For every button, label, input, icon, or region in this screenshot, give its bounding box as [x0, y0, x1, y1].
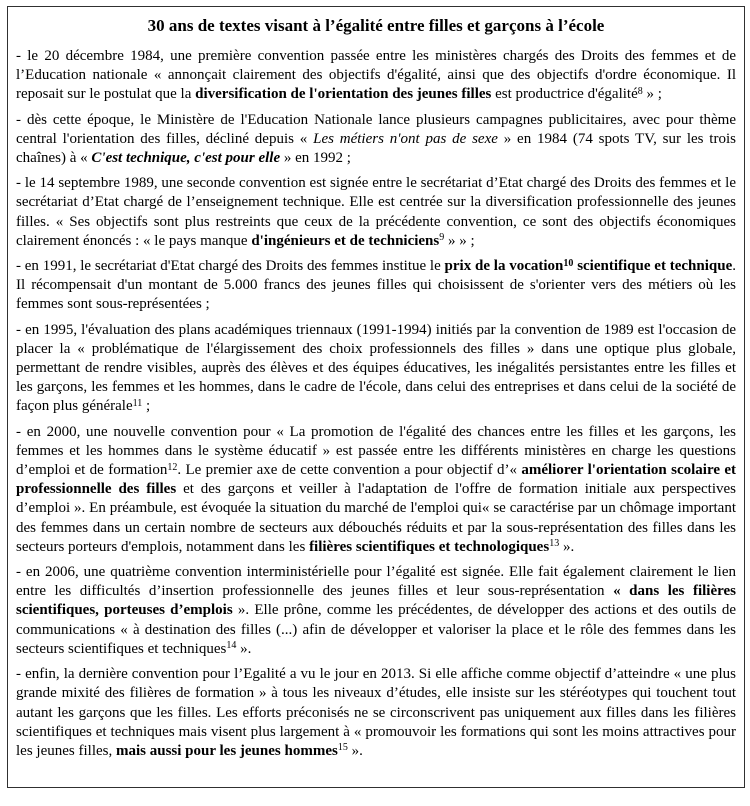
footnote-marker: 12 — [167, 461, 178, 473]
footnote-marker: 10 — [563, 257, 574, 269]
footnote-marker: 14 — [226, 640, 237, 652]
text-segment: » ; — [642, 86, 662, 103]
text-segment: Les métiers n'ont pas de sexe — [313, 130, 498, 147]
text-segment: » » ; — [444, 232, 475, 249]
text-segment: prix de la vocation — [444, 258, 564, 275]
paragraph-1989-convention — [16, 174, 736, 251]
text-segment: - dès cette époque, le Ministère de l'Education Nationale lance plusieurs campagnes publicitaires, avec pour thème central l'orientation des filles, décliné depuis « — [16, 111, 736, 147]
text-segment: et des garçons et veiller à l'adaptation de l'offre de formation initiale aux perspectives d’emploi ». En préambule, est évoquée la situation du marché de l'emploi qui« se caractérise par un chômage important des femmes dans un certain nombre de secteurs aux débouchés réduits et par la sous-représentation des filles dans les secteurs porteurs d'emplois, notamment dans les — [16, 481, 737, 555]
text-segment: scientifique et technique — [573, 258, 733, 275]
footnote-marker: 8 — [637, 85, 643, 97]
paragraph-2006-convention — [16, 563, 736, 659]
text-segment: diversification de l'orientation des jeunes filles — [195, 86, 492, 103]
text-segment: - le 20 décembre 1984, une première convention passée entre les ministères chargés des Droits des femmes et de l’Education nationale « annonçait clairement des objectifs d'égalité, ainsi que des objectifs d'ordre économique. Il reposait sur le postulat que la — [16, 48, 736, 103]
paragraph-2000-convention — [16, 423, 736, 557]
text-segment: - enfin, la dernière convention pour l’Egalité a vu le jour en 2013. Si elle affiche comme objectif d’atteindre « une plus grande mixité des filières de formation » à tous les niveaux d’études, elle insiste sur les stéréotypes qui touchent tout autant les garçons que les filles. Les efforts préconisés ne se circonscrivent pas uniquement aux filles dans les filières scientifiques et techniques mais visent plus largement à « promouvoir les formations qui sont les moins attractives pour les jeunes filles, — [16, 666, 736, 759]
text-segment: » en 1992 ; — [280, 150, 351, 167]
text-segment: - en 2006, une quatrième convention interministérielle pour l’égalité est signée. Elle fait également clairement le lien entre les difficultés d’insertion professionnelle des jeunes filles et leur sous-représentation — [16, 564, 736, 600]
text-segment: mais aussi pour les jeunes hommes — [115, 742, 338, 759]
text-segment: . Le premier axe de cette convention a pour objectif d’« — [177, 462, 522, 479]
text-segment: filières scientifiques et technologiques — [309, 538, 550, 555]
footnote-marker: 15 — [337, 742, 348, 754]
document-border-frame — [7, 6, 745, 788]
text-segment: ». — [236, 640, 252, 657]
document-title: 30 ans de textes visant à l’égalité entre filles et garçons à l’école — [147, 16, 605, 35]
text-segment: - le 14 septembre 1989, une seconde convention est signée entre le secrétariat d’Etat chargé des Droits des femmes et le secrétariat d’Etat chargé de l’enseignement technique. Elle est centrée sur la diversification professionnelle des jeunes filles. « Ses objectifs sont plus restreints que ceux de la précédente convention, ce sont des objectifs économiques clairement énoncés : « le pays manque — [16, 175, 736, 249]
text-segment: » en 1984 (74 spots TV, sur les trois chaînes) à « — [16, 130, 736, 167]
text-segment: ; — [142, 398, 151, 415]
text-segment: ». — [559, 538, 575, 555]
text-segment: . Il récompensait d'un montant de 5.000 francs des jeunes filles qui choisissent de s'orienter vers des métiers où les femmes sont sous-représentées ; — [16, 258, 736, 313]
text-segment: est productrice d'égalité — [491, 86, 638, 103]
text-segment: d'ingénieurs et de techniciens — [251, 232, 440, 249]
text-segment: C'est technique, c'est pour elle — [91, 150, 281, 167]
text-segment: - en 1995, l'évaluation des plans académiques triennaux (1991-1994) initiés par la convention de 1989 est l'occasion de placer la « problématique de l'élargissement des choix professionnels des filles » dans une optique plus globale, permettant de rendre visibles, auprès des élèves et des équipes éducatives, les inégalités persistantes entre les filles et les garçons, les femmes et les hommes, dans le cadre de l'école, dans celui des entreprises et dans celui de la société de façon plus générale — [16, 321, 736, 415]
paragraph-1991-prix-vocation — [16, 257, 736, 315]
text-segment: - en 1991, le secrétariat d'Etat chargé des Droits des femmes institue le — [16, 258, 445, 275]
text-segment: améliorer l'orientation scolaire et professionnelle des filles — [16, 462, 737, 498]
paragraph-2013-convention — [16, 665, 736, 761]
paragraph-1995-evaluation — [16, 321, 736, 417]
footnote-marker: 13 — [549, 538, 560, 550]
text-segment: ». Elle prône, comme les précédentes, de développer des actions et des outils de communications « à destination des filles (...) afin de développer et valoriser la place et le rôle des femmes dans les secteurs scientifiques et techniques — [16, 602, 736, 657]
paragraph-1984-convention — [16, 47, 736, 105]
text-segment: - en 2000, une nouvelle convention pour « La promotion de l'égalité des chances entre les filles et les garçons, les femmes et les hommes dans le système éducatif » est passée entre les différents ministères en charge les questions d’emploi et de formation — [16, 423, 736, 479]
paragraph-campagnes-publicitaires — [16, 111, 736, 169]
text-segment: ». — [347, 742, 363, 759]
footnote-marker: 11 — [132, 397, 143, 409]
text-segment: « dans les filières scientifiques, porteuses d’emplois — [16, 583, 736, 619]
footnote-marker: 9 — [439, 232, 445, 244]
